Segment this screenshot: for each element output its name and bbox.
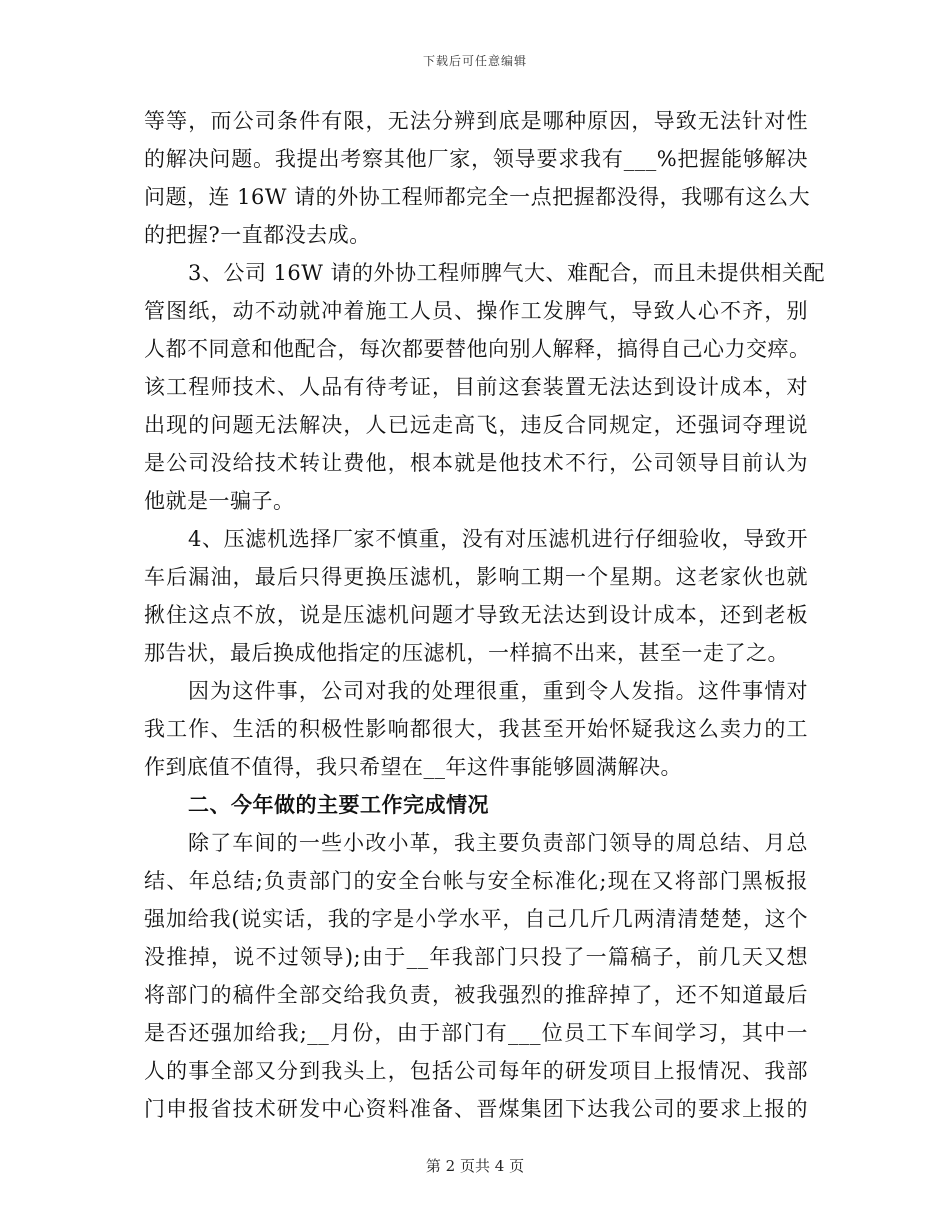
text-line: 的把握?一直都没去成。 [144,223,371,247]
text-line: 除了车间的一些小改小革，我主要负责部门领导的周总结、月总 [188,831,808,855]
text-line: 那告状，最后换成他指定的压滤机，一样搞不出来，甚至一走了之。 [144,641,789,665]
document-body [144,102,826,1128]
text-line: 等等，而公司条件有限，无法分辨到底是哪种原因，导致无法针对性 [144,109,808,133]
text-line: 出现的问题无法解决，人已远走高飞，违反合同规定，还强词夺理说 [144,413,808,437]
text-line: 揪住这点不放，说是压滤机问题才导致无法达到设计成本，还到老板 [144,603,808,627]
text-line: 作到底值不值得，我只希望在__年这件事能够圆满解决。 [144,755,682,779]
text-line: 将部门的稿件全部交给我负责，被我强烈的推辞掉了，还不知道最后 [144,983,808,1007]
text-line: 3、公司 16W 请的外协工程师脾气大、难配合，而且未提供相关配 [188,261,826,285]
text-line: 管图纸，动不动就冲着施工人员、操作工发脾气，导致人心不齐，别 [144,299,808,323]
text-line: 我工作、生活的积极性影响都很大，我甚至开始怀疑我这么卖力的工 [144,717,808,741]
text-line: 4、压滤机选择厂家不慎重，没有对压滤机进行仔细验收，导致开 [188,527,808,551]
text-line: 他就是一骗子。 [144,489,295,513]
text-line: 人的事全部又分到我头上，包括公司每年的研发项目上报情况、我部 [144,1059,808,1083]
section-heading: 二、今年做的主要工作完成情况 [188,792,489,817]
text-line: 强加给我(说实话，我的字是小学水平，自己几斤几两清清楚楚，这个 [144,907,808,931]
text-line: 门申报省技术研发中心资料准备、晋煤集团下达我公司的要求上报的 [144,1097,808,1121]
text-line: 是否还强加给我;__月份，由于部门有___位员工下车间学习，其中一 [144,1021,808,1045]
page-header-note: 下载后可任意编辑 [422,54,527,68]
page-number: 第 2 页共 4 页 [425,1157,525,1175]
text-line: 该工程师技术、人品有待考证，目前这套装置无法达到设计成本，对 [144,375,808,399]
text-line: 问题，连 16W 请的外协工程师都完全一点把握都没得，我哪有这么大 [144,185,811,209]
text-line: 是公司没给技术转让费他，根本就是他技术不行，公司领导目前认为 [144,451,808,475]
text-line: 车后漏油，最后只得更换压滤机，影响工期一个星期。这老家伙也就 [144,565,808,589]
text-line: 没推掉，说不过领导);由于__年我部门只投了一篇稿子，前几天又想 [144,945,808,969]
text-line: 人都不同意和他配合，每次都要替他向别人解释，搞得自己心力交瘁。 [144,337,811,361]
text-line: 的解决问题。我提出考察其他厂家，领导要求我有___%把握能够解决 [144,147,808,171]
text-line: 结、年总结;负责部门的安全台帐与安全标准化;现在又将部门黑板报 [144,869,808,893]
text-line: 因为这件事，公司对我的处理很重，重到令人发指。这件事情对 [188,679,808,703]
